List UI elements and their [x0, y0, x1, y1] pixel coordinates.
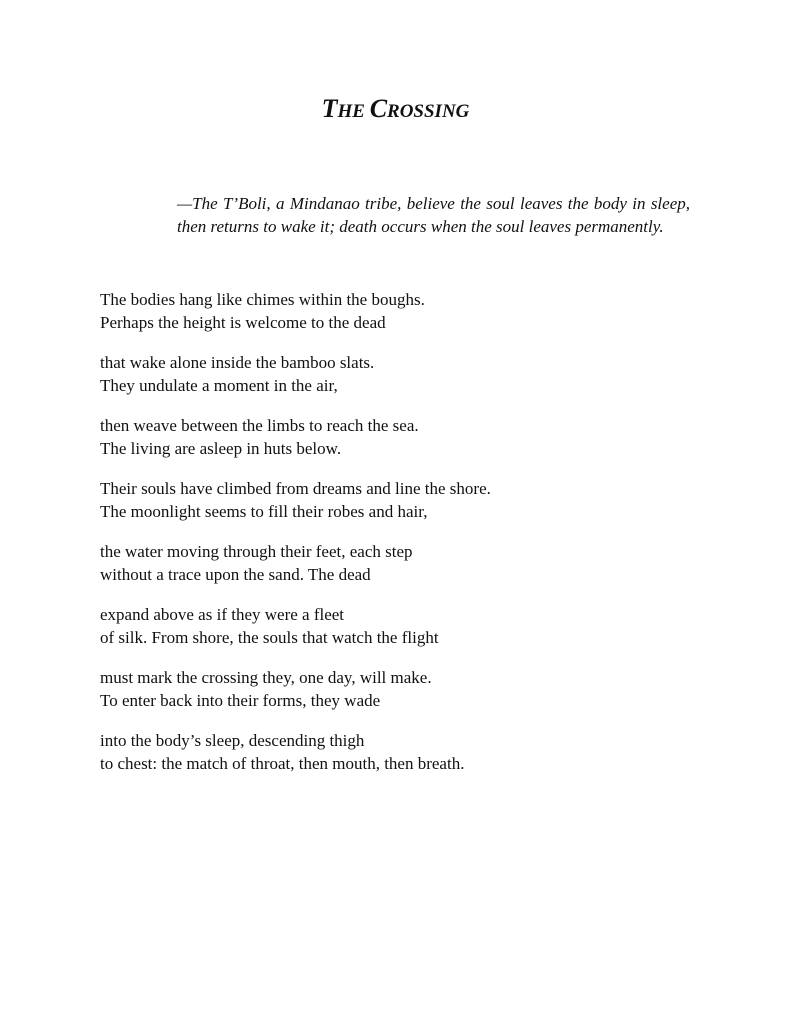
poem-line: The bodies hang like chimes within the boughs.: [100, 290, 425, 309]
epigraph: —The T’Boli, a Mindanao tribe, believe the soul leaves the body in sleep, then returns to wake it; death occurs when the soul leaves permanently.: [177, 194, 690, 236]
stanza-3: [100, 414, 720, 460]
poem-line: They undulate a moment in the air,: [100, 376, 338, 395]
poem-body: [100, 288, 720, 792]
poem-line: The moonlight seems to fill their robes and hair,: [100, 502, 428, 521]
stanza-7: [100, 666, 720, 712]
stanza-6: [100, 603, 720, 649]
stanza-1: [100, 288, 720, 334]
poem-line: Their souls have climbed from dreams and line the shore.: [100, 479, 491, 498]
poem-line: then weave between the limbs to reach the sea.: [100, 416, 419, 435]
poem-line: must mark the crossing they, one day, will make.: [100, 668, 432, 687]
poem-line: without a trace upon the sand. The dead: [100, 565, 371, 584]
title-smallcaps-rossing: ROSSING: [387, 101, 470, 122]
poem-line: that wake alone inside the bamboo slats.: [100, 353, 375, 372]
poem-title: [0, 94, 791, 127]
poem-line: To enter back into their forms, they wade: [100, 691, 381, 710]
poem-line: The living are asleep in huts below.: [100, 439, 342, 458]
stanza-8: [100, 729, 720, 775]
poem-line: into the body’s sleep, descending thigh: [100, 731, 365, 750]
poem-line: expand above as if they were a fleet: [100, 605, 345, 624]
stanza-5: [100, 540, 720, 586]
stanza-4: [100, 477, 720, 523]
poem-line: the water moving through their feet, each step: [100, 542, 413, 561]
title-initial-t: T: [321, 94, 338, 123]
title-smallcaps-he: HE: [337, 101, 370, 122]
poem-line: Perhaps the height is welcome to the dead: [100, 313, 386, 332]
poem-line: of silk. From shore, the souls that watch the flight: [100, 628, 439, 647]
title-initial-c: C: [369, 94, 388, 123]
stanza-2: [100, 351, 720, 397]
poem-line: to chest: the match of throat, then mouth, then breath.: [100, 754, 465, 773]
